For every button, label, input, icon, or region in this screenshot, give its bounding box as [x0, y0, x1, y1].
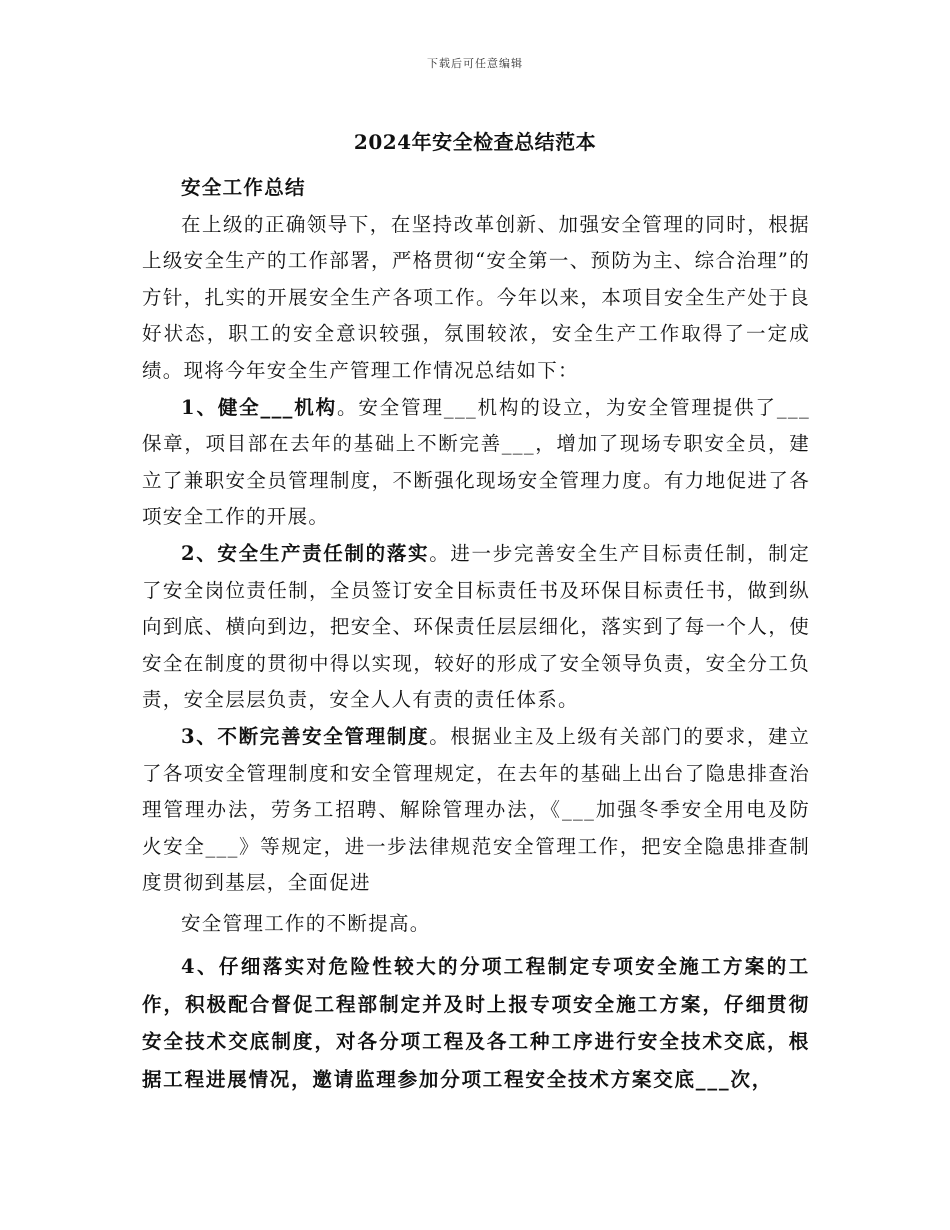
- intro-paragraph: 在上级的正确领导下，在坚持改革创新、加强安全管理的同时，根据上级安全生产的工作部署，严格贯彻“安全第一、预防为主、综合治理”的方针，扎实的开展安全生产各项工作。今年以来，本项目安全生产处于良好状态，职工的安全意识较强，氛围较浓，安全生产工作取得了一定成绩。现将今年安全生产管理工作情况总结如下：: [142, 212, 810, 382]
- document-title: 2024年安全检查总结范本: [353, 130, 597, 154]
- header-note: 下载后可任意编辑: [427, 57, 523, 70]
- item-3-heading: 3、不断完善安全管理制度: [181, 724, 430, 748]
- section-heading: 安全工作总结: [181, 176, 306, 199]
- item-1-heading: 1、健全___机构: [181, 395, 338, 419]
- item-2-paragraph: [142, 536, 810, 719]
- item-4-paragraph: 4、仔细落实对危险性较大的分项工程制定专项安全施工方案的工作，积极配合督促工程部制定并及时上报专项安全施工方案，仔细贯彻安全技术交底制度，对各分项工程及各工种工序进行安全技术交底，根据工程进展情况，邀请监理参加分项工程安全技术方案交底___次，: [142, 955, 810, 1091]
- item-2-text: 。进一步完善安全生产目标责任制，制定了安全岗位责任制，全员签订安全目标责任书及环保目标责任书，做到纵向到底、横向到边，把安全、环保责任层层细化，落实到了每一个人，使安全在制度的贯彻中得以实现，较好的形成了安全领导负责，安全分工负责，安全层层负责，安全人人有责的责任体系。: [142, 541, 810, 712]
- continuation-paragraph: 安全管理工作的不断提高。: [181, 911, 431, 935]
- item-1-text: 。安全管理___机构的设立，为安全管理提供了___保章，项目部在去年的基础上不断完善___，增加了现场专职安全员，建立了兼职安全员管理制度，不断强化现场安全管理力度。有力地促进了各项安全工作的开展。: [142, 395, 810, 529]
- item-3-paragraph: [142, 719, 810, 902]
- item-1-paragraph: [142, 390, 810, 536]
- item-3-text: 。根据业主及上级有关部门的要求，建立了各项安全管理制度和安全管理规定，在去年的基础上出台了隐患排查治理管理办法，劳务工招聘、解除管理办法，《___加强冬季安全用电及防火安全___》等规定，进一步法律规范安全管理工作，把安全隐患排查制度贯彻到基层，全面促进: [142, 724, 810, 895]
- document-body: [142, 170, 810, 1098]
- item-2-heading: 2、安全生产责任制的落实: [181, 541, 430, 565]
